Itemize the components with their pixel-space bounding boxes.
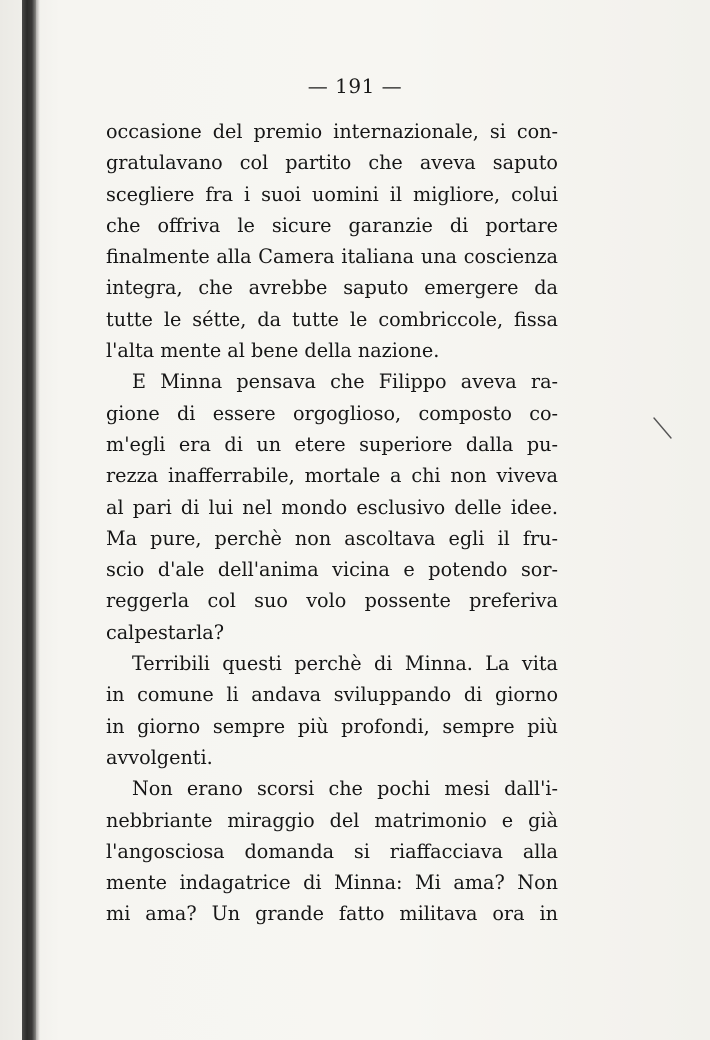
paragraph <box>106 116 558 366</box>
text-line: E Minna pensava che Filippo aveva ra- <box>132 370 558 394</box>
text-line: Non erano scorsi che pochi mesi dall'i- <box>132 777 558 801</box>
binding-edge <box>36 0 40 1040</box>
text-line: nebbriante miraggio del matrimonio e già <box>106 808 558 832</box>
text-line: gione di essere orgoglioso, composto co- <box>106 401 558 425</box>
text-line: mente indagatrice di Minna: Mi ama? Non <box>106 871 558 895</box>
text-line: calpestarla? <box>106 620 224 644</box>
text-line: scio d'ale dell'anima vicina e potendo sor- <box>106 558 558 582</box>
binding-shadow <box>22 0 36 1040</box>
text-line: al pari di lui nel mondo esclusivo delle idee. <box>106 495 558 519</box>
page-number: — 191 — <box>307 74 403 98</box>
text-line: scegliere fra i suoi uomini il migliore, colui <box>106 182 558 206</box>
text-line: Terribili questi perchè di Minna. La vita <box>132 652 558 676</box>
paragraph <box>106 648 558 773</box>
text-line: l'angosciosa domanda si riaffacciava alla <box>106 839 558 863</box>
pencil-mark <box>652 416 674 440</box>
text-line: finalmente alla Camera italiana una coscienza <box>106 245 558 269</box>
text-line: tutte le sétte, da tutte le combriccole, fissa <box>106 307 558 331</box>
text-line: in comune li andava sviluppando di giorno <box>106 683 558 707</box>
text-line: Ma pure, perchè non ascoltava egli il fru- <box>106 526 558 550</box>
text-line: occasione del premio internazionale, si con- <box>106 120 558 143</box>
paragraph <box>106 773 558 929</box>
text-line: che offriva le sicure garanzie di portare <box>106 213 558 237</box>
text-line: avvolgenti. <box>106 745 213 769</box>
paragraph <box>106 366 558 648</box>
text-line: l'alta mente al bene della nazione. <box>106 339 440 363</box>
text-line: rezza inafferrabile, mortale a chi non viveva <box>106 464 558 488</box>
body-text <box>106 116 558 930</box>
text-line: m'egli era di un etere superiore dalla pu- <box>106 432 558 456</box>
text-line: integra, che avrebbe saputo emergere da <box>106 276 558 300</box>
text-line: mi ama? Un grande fatto militava ora in <box>106 902 558 926</box>
text-line: gratulavano col partito che aveva saputo <box>106 151 558 175</box>
text-line: in giorno sempre più profondi, sempre più <box>106 714 558 738</box>
text-line: reggerla col suo volo possente preferiva <box>106 589 558 613</box>
